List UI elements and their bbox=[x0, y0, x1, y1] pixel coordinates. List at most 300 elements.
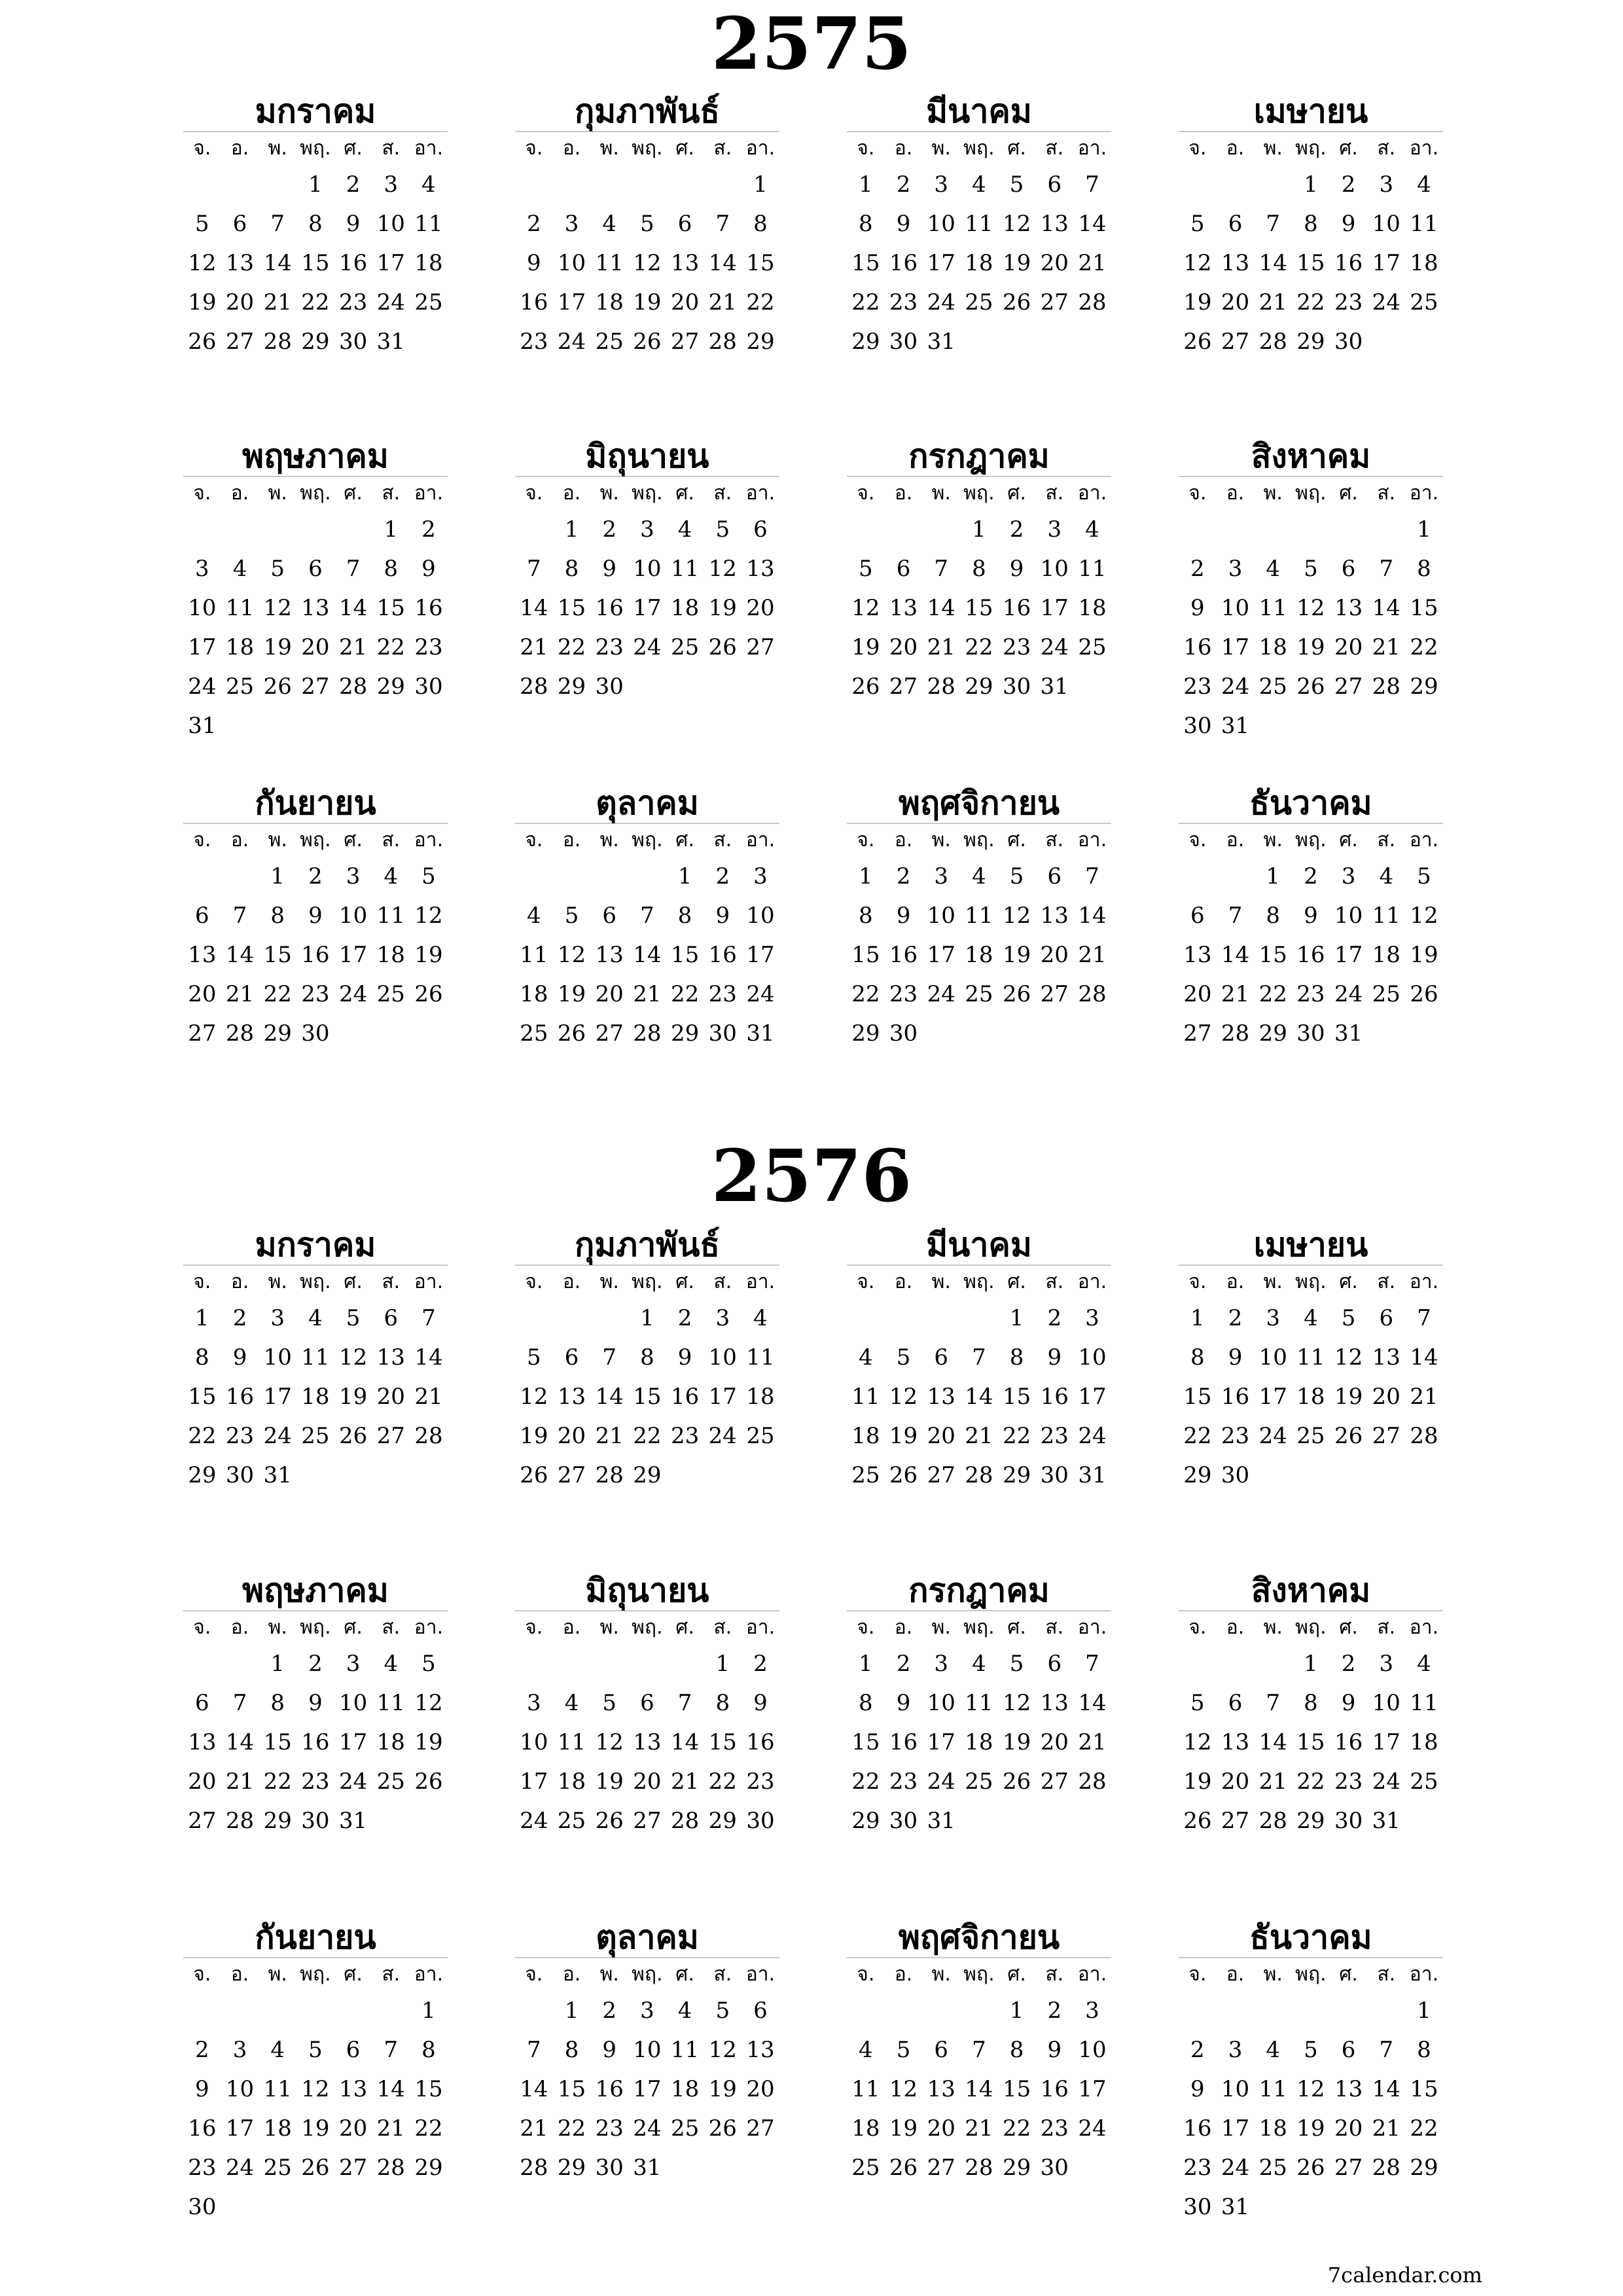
day-cell: 16 bbox=[708, 942, 737, 968]
day-cell: 28 bbox=[225, 1808, 255, 1834]
day-cell: 9 bbox=[602, 2037, 617, 2063]
day-cell: 20 bbox=[1040, 1729, 1069, 1755]
day-cell: 2 bbox=[1190, 556, 1205, 582]
day-cell: 21 bbox=[520, 634, 548, 660]
day-cell: 13 bbox=[188, 1729, 217, 1755]
day-cell: 7 bbox=[232, 903, 247, 929]
day-grid bbox=[847, 824, 1111, 1053]
day-cell: 20 bbox=[1221, 289, 1250, 315]
day-cell: 28 bbox=[927, 673, 955, 700]
day-cell: 17 bbox=[1221, 2115, 1250, 2142]
month-name: พฤษภาคม bbox=[242, 1571, 389, 1609]
day-cell: 3 bbox=[232, 2037, 247, 2063]
month-name: ตุลาคม bbox=[596, 1918, 699, 1956]
day-cell: 17 bbox=[1372, 1729, 1400, 1755]
day-cell: 19 bbox=[1183, 289, 1212, 315]
weekday-header: อา. bbox=[745, 1270, 776, 1293]
day-cell: 13 bbox=[376, 1344, 405, 1371]
day-cell: 7 bbox=[972, 1344, 986, 1371]
weekday-header: พฤ. bbox=[300, 482, 331, 505]
day-cell: 20 bbox=[188, 1768, 217, 1795]
day-cell-empty bbox=[1217, 510, 1255, 549]
day-cell-empty bbox=[1330, 1991, 1368, 2030]
weekday-header: พฤ. bbox=[1295, 829, 1327, 852]
day-cell: 29 bbox=[1258, 1020, 1287, 1047]
day-cell: 1 bbox=[1190, 1305, 1205, 1331]
day-cell: 23 bbox=[595, 2115, 624, 2142]
day-cell: 1 bbox=[1417, 1998, 1431, 2024]
day-cell: 31 bbox=[1040, 673, 1069, 700]
day-cell: 2 bbox=[1190, 2037, 1205, 2063]
day-cell: 23 bbox=[889, 289, 918, 315]
day-cell-empty bbox=[628, 165, 666, 204]
day-grid bbox=[183, 1611, 448, 1840]
day-cell: 14 bbox=[595, 1384, 624, 1410]
day-grid bbox=[1179, 1611, 1443, 1840]
day-cell: 10 bbox=[927, 1690, 955, 1716]
month-name: กันยายน bbox=[255, 784, 376, 822]
day-cell: 29 bbox=[557, 2155, 586, 2181]
day-cell: 4 bbox=[972, 171, 986, 198]
day-cell: 5 bbox=[270, 556, 285, 582]
weekday-header: จ. bbox=[1188, 137, 1207, 160]
day-cell: 17 bbox=[708, 1384, 737, 1410]
weekday-header: อา. bbox=[745, 137, 776, 160]
month-name: เมษายน bbox=[1253, 1226, 1368, 1264]
day-cell: 20 bbox=[225, 289, 255, 315]
day-cell: 19 bbox=[301, 2115, 330, 2142]
weekday-header: ส. bbox=[1045, 482, 1064, 505]
month-block bbox=[183, 437, 448, 745]
day-cell: 29 bbox=[263, 1808, 292, 1834]
day-cell: 17 bbox=[338, 942, 368, 968]
day-cell: 6 bbox=[677, 211, 692, 237]
day-cell: 14 bbox=[927, 595, 955, 621]
month-name: มกราคม bbox=[255, 92, 376, 130]
day-cell: 12 bbox=[708, 2037, 737, 2063]
day-cell: 22 bbox=[557, 634, 586, 660]
day-cell: 28 bbox=[376, 2155, 405, 2181]
day-cell: 29 bbox=[1183, 1462, 1212, 1488]
day-cell: 6 bbox=[1341, 556, 1356, 582]
day-cell: 12 bbox=[1296, 595, 1325, 621]
day-cell: 8 bbox=[270, 1690, 285, 1716]
weekday-header: พฤ. bbox=[963, 1963, 995, 1986]
day-cell: 27 bbox=[557, 1462, 586, 1488]
day-cell: 26 bbox=[414, 981, 443, 1007]
day-cell: 9 bbox=[753, 1690, 768, 1716]
weekday-header: จ. bbox=[1188, 1270, 1207, 1293]
day-cell-empty bbox=[847, 1299, 885, 1338]
weekday-header: อ. bbox=[1226, 1270, 1245, 1293]
day-cell: 18 bbox=[595, 289, 624, 315]
day-cell: 22 bbox=[670, 981, 700, 1007]
day-cell: 2 bbox=[1047, 1305, 1062, 1331]
day-cell: 31 bbox=[633, 2155, 662, 2181]
day-cell-empty bbox=[296, 510, 334, 549]
day-cell: 9 bbox=[195, 2076, 209, 2102]
weekday-header: พฤ. bbox=[963, 482, 995, 505]
day-cell: 30 bbox=[1221, 1462, 1250, 1488]
day-grid bbox=[183, 824, 448, 1053]
day-cell: 30 bbox=[1040, 1462, 1069, 1488]
day-cell: 24 bbox=[225, 2155, 255, 2181]
day-cell: 27 bbox=[188, 1808, 217, 1834]
month-block bbox=[515, 1225, 779, 1495]
day-cell: 27 bbox=[1040, 1768, 1069, 1795]
day-cell: 11 bbox=[376, 903, 405, 929]
day-cell: 3 bbox=[1379, 1651, 1394, 1677]
day-cell: 27 bbox=[927, 1462, 955, 1488]
day-cell: 3 bbox=[934, 863, 949, 889]
day-cell: 19 bbox=[1296, 2115, 1325, 2142]
day-cell: 3 bbox=[564, 211, 579, 237]
day-cell: 8 bbox=[383, 556, 399, 582]
weekday-header: พ. bbox=[1263, 829, 1283, 852]
day-cell: 16 bbox=[1002, 595, 1031, 621]
day-cell: 16 bbox=[225, 1384, 255, 1410]
weekday-header: พ. bbox=[268, 1270, 287, 1293]
month-block bbox=[847, 1918, 1111, 2187]
day-cell: 28 bbox=[1410, 1423, 1438, 1449]
day-cell: 27 bbox=[1040, 289, 1069, 315]
day-cell: 2 bbox=[753, 1651, 768, 1677]
day-cell: 26 bbox=[1002, 1768, 1031, 1795]
day-cell: 13 bbox=[746, 2037, 775, 2063]
weekday-header: ศ. bbox=[1339, 137, 1358, 160]
weekday-header: ส. bbox=[1377, 482, 1396, 505]
day-cell: 12 bbox=[557, 942, 586, 968]
day-cell: 1 bbox=[1009, 1998, 1024, 2024]
day-cell-empty bbox=[183, 165, 221, 204]
weekday-header: พฤ. bbox=[1295, 482, 1327, 505]
day-cell: 24 bbox=[188, 673, 217, 700]
day-grid bbox=[515, 477, 779, 706]
month-block bbox=[1179, 437, 1443, 745]
day-cell: 23 bbox=[188, 2155, 217, 2181]
day-cell: 10 bbox=[338, 1690, 368, 1716]
day-cell: 22 bbox=[1296, 1768, 1325, 1795]
weekday-header: ส. bbox=[1377, 1616, 1396, 1639]
weekday-header: อ. bbox=[562, 482, 581, 505]
month-name: สิงหาคม bbox=[1251, 1571, 1371, 1609]
day-cell: 29 bbox=[1410, 2155, 1438, 2181]
day-cell: 13 bbox=[1040, 903, 1069, 929]
day-cell: 31 bbox=[1372, 1808, 1400, 1834]
day-cell: 8 bbox=[677, 903, 692, 929]
weekday-header: จ. bbox=[525, 1270, 543, 1293]
weekday-header: ส. bbox=[713, 1963, 732, 1986]
weekday-header: พ. bbox=[268, 137, 287, 160]
day-cell: 7 bbox=[270, 211, 285, 237]
day-cell: 22 bbox=[1410, 2115, 1438, 2142]
day-cell: 29 bbox=[851, 329, 880, 355]
month-block bbox=[847, 1225, 1111, 1495]
day-cell: 8 bbox=[859, 1690, 873, 1716]
weekday-header: พฤ. bbox=[300, 1270, 331, 1293]
day-cell: 25 bbox=[1410, 289, 1438, 315]
day-cell: 5 bbox=[421, 1651, 436, 1677]
day-cell: 12 bbox=[414, 903, 443, 929]
day-cell: 21 bbox=[595, 1423, 624, 1449]
day-cell-empty bbox=[296, 1991, 334, 2030]
day-cell: 3 bbox=[383, 171, 399, 198]
day-cell: 28 bbox=[1372, 2155, 1400, 2181]
month-name: มีนาคม bbox=[926, 92, 1032, 130]
day-cell: 21 bbox=[633, 981, 662, 1007]
day-cell: 19 bbox=[851, 634, 880, 660]
weekday-header: ส. bbox=[1045, 1963, 1064, 1986]
day-cell: 28 bbox=[670, 1808, 700, 1834]
day-cell: 3 bbox=[1341, 863, 1356, 889]
day-cell: 20 bbox=[1183, 981, 1212, 1007]
day-cell: 31 bbox=[1078, 1462, 1107, 1488]
day-cell: 26 bbox=[1296, 673, 1325, 700]
day-cell: 11 bbox=[1410, 211, 1438, 237]
day-cell: 21 bbox=[1372, 634, 1400, 660]
day-cell: 13 bbox=[1221, 1729, 1250, 1755]
day-cell: 15 bbox=[1258, 942, 1287, 968]
day-cell-empty bbox=[515, 1991, 553, 2030]
day-cell: 8 bbox=[308, 211, 323, 237]
day-cell: 3 bbox=[1266, 1305, 1281, 1331]
day-cell: 13 bbox=[889, 595, 918, 621]
day-cell: 10 bbox=[1040, 556, 1069, 582]
day-grid bbox=[1179, 477, 1443, 745]
day-cell-empty bbox=[221, 1644, 259, 1683]
day-cell: 15 bbox=[851, 942, 880, 968]
day-cell: 29 bbox=[376, 673, 405, 700]
month-name: ธันวาคม bbox=[1249, 784, 1372, 822]
day-cell: 31 bbox=[1221, 2194, 1250, 2220]
day-cell: 19 bbox=[1002, 250, 1031, 276]
weekday-header: พ. bbox=[931, 1616, 951, 1639]
day-cell-empty bbox=[1330, 510, 1368, 549]
day-cell: 5 bbox=[527, 1344, 541, 1371]
day-cell: 15 bbox=[1410, 2076, 1438, 2102]
day-cell: 19 bbox=[1334, 1384, 1363, 1410]
day-cell: 10 bbox=[1221, 595, 1250, 621]
day-cell-empty bbox=[1217, 165, 1255, 204]
day-cell: 11 bbox=[1410, 1690, 1438, 1716]
day-cell: 15 bbox=[1002, 1384, 1031, 1410]
weekday-header: อา. bbox=[414, 137, 444, 160]
weekday-header: พ. bbox=[599, 1270, 619, 1293]
day-cell: 22 bbox=[263, 981, 292, 1007]
day-cell: 12 bbox=[633, 250, 662, 276]
day-cell: 18 bbox=[851, 1423, 880, 1449]
day-cell: 25 bbox=[851, 1462, 880, 1488]
weekday-header: พฤ. bbox=[963, 137, 995, 160]
footer-site-name[interactable]: 7calendar.com bbox=[1327, 2263, 1482, 2287]
day-cell: 26 bbox=[1002, 289, 1031, 315]
month-name: กรกฎาคม bbox=[908, 1571, 1050, 1609]
day-cell: 11 bbox=[301, 1344, 330, 1371]
day-cell: 2 bbox=[1304, 863, 1318, 889]
day-cell: 4 bbox=[1266, 556, 1281, 582]
day-cell: 6 bbox=[195, 903, 209, 929]
day-cell: 30 bbox=[708, 1020, 737, 1047]
day-cell: 13 bbox=[927, 2076, 955, 2102]
day-cell: 18 bbox=[1258, 2115, 1287, 2142]
day-cell: 28 bbox=[1078, 1768, 1107, 1795]
weekday-header: ศ. bbox=[675, 482, 694, 505]
weekday-header: อ. bbox=[894, 1963, 913, 1986]
weekday-header: จ. bbox=[857, 1963, 875, 1986]
day-cell: 27 bbox=[1221, 1808, 1250, 1834]
day-cell-empty bbox=[1179, 1991, 1217, 2030]
day-cell: 1 bbox=[270, 863, 285, 889]
day-cell: 10 bbox=[633, 2037, 662, 2063]
month-name: มกราคม bbox=[255, 1226, 376, 1264]
day-cell-empty bbox=[1254, 165, 1292, 204]
day-cell: 16 bbox=[889, 250, 918, 276]
weekday-header: จ. bbox=[1188, 829, 1207, 852]
day-cell: 28 bbox=[414, 1423, 443, 1449]
day-cell: 22 bbox=[1296, 289, 1325, 315]
day-cell: 20 bbox=[1221, 1768, 1250, 1795]
day-cell: 23 bbox=[889, 981, 918, 1007]
day-cell: 12 bbox=[595, 1729, 624, 1755]
day-cell: 24 bbox=[1040, 634, 1069, 660]
day-cell: 30 bbox=[301, 1020, 330, 1047]
weekday-header: อา. bbox=[745, 482, 776, 505]
day-cell: 18 bbox=[1078, 595, 1107, 621]
day-cell: 2 bbox=[421, 516, 436, 543]
day-cell-empty bbox=[183, 1991, 221, 2030]
day-cell: 8 bbox=[1304, 211, 1318, 237]
day-cell: 12 bbox=[520, 1384, 548, 1410]
day-cell: 29 bbox=[746, 329, 775, 355]
day-grid bbox=[1179, 1958, 1443, 2227]
month-block bbox=[183, 1571, 448, 1840]
day-cell: 10 bbox=[188, 595, 217, 621]
day-cell-empty bbox=[334, 510, 372, 549]
day-cell-empty bbox=[334, 1991, 372, 2030]
day-cell: 21 bbox=[1372, 2115, 1400, 2142]
month-name: พฤศจิกายน bbox=[898, 784, 1060, 822]
day-cell: 23 bbox=[414, 634, 443, 660]
weekday-header: พ. bbox=[268, 1616, 287, 1639]
day-cell: 27 bbox=[188, 1020, 217, 1047]
day-cell: 4 bbox=[602, 211, 617, 237]
day-cell: 18 bbox=[557, 1768, 586, 1795]
weekday-header: ศ. bbox=[1339, 1616, 1358, 1639]
day-cell: 21 bbox=[1078, 250, 1107, 276]
day-cell: 18 bbox=[376, 1729, 405, 1755]
day-cell: 14 bbox=[414, 1344, 443, 1371]
day-cell: 13 bbox=[1334, 2076, 1363, 2102]
month-name: มิถุนายน bbox=[585, 1571, 709, 1609]
weekday-header: พฤ. bbox=[632, 482, 663, 505]
day-grid bbox=[183, 1266, 448, 1495]
day-grid bbox=[515, 1266, 779, 1495]
day-cell: 27 bbox=[376, 1423, 405, 1449]
day-cell: 16 bbox=[414, 595, 443, 621]
weekday-header: ส. bbox=[382, 1963, 401, 1986]
day-cell: 28 bbox=[1221, 1020, 1250, 1047]
day-cell: 8 bbox=[1009, 2037, 1024, 2063]
weekday-header: ศ. bbox=[1339, 1270, 1358, 1293]
day-cell: 22 bbox=[1410, 634, 1438, 660]
day-cell: 21 bbox=[338, 634, 368, 660]
weekday-header: พฤ. bbox=[632, 1616, 663, 1639]
month-name: กุมภาพันธ์ bbox=[575, 92, 720, 130]
weekday-header: ส. bbox=[713, 1616, 732, 1639]
day-cell: 12 bbox=[1002, 1690, 1031, 1716]
day-cell: 22 bbox=[633, 1423, 662, 1449]
day-cell-empty bbox=[1217, 857, 1255, 896]
weekday-header: อ. bbox=[230, 829, 249, 852]
day-cell: 4 bbox=[564, 1690, 579, 1716]
day-cell: 4 bbox=[677, 516, 692, 543]
weekday-header: ศ. bbox=[1339, 829, 1358, 852]
weekday-header: ศ. bbox=[675, 1963, 694, 1986]
month-block bbox=[1179, 1918, 1443, 2227]
day-cell: 21 bbox=[1258, 1768, 1287, 1795]
day-cell: 14 bbox=[1258, 1729, 1287, 1755]
weekday-header: ศ. bbox=[675, 1270, 694, 1293]
weekday-header: ส. bbox=[713, 829, 732, 852]
day-cell: 24 bbox=[1078, 2115, 1107, 2142]
day-cell: 26 bbox=[889, 1462, 918, 1488]
day-cell: 29 bbox=[301, 329, 330, 355]
day-cell: 30 bbox=[414, 673, 443, 700]
day-cell: 20 bbox=[746, 595, 775, 621]
day-cell-empty bbox=[183, 510, 221, 549]
day-cell: 25 bbox=[520, 1020, 548, 1047]
day-cell: 23 bbox=[301, 981, 330, 1007]
weekday-header: พฤ. bbox=[300, 1963, 331, 1986]
day-cell: 22 bbox=[851, 1768, 880, 1795]
day-cell: 14 bbox=[225, 942, 255, 968]
day-cell: 8 bbox=[564, 2037, 579, 2063]
day-cell: 16 bbox=[1334, 1729, 1363, 1755]
day-cell: 30 bbox=[889, 1808, 918, 1834]
day-cell: 17 bbox=[1040, 595, 1069, 621]
weekday-header: อ. bbox=[562, 137, 581, 160]
day-cell-empty bbox=[590, 165, 628, 204]
day-cell: 10 bbox=[1372, 1690, 1400, 1716]
weekday-header: อา. bbox=[1409, 137, 1439, 160]
day-cell: 31 bbox=[338, 1808, 368, 1834]
day-cell: 7 bbox=[602, 1344, 617, 1371]
day-cell: 13 bbox=[225, 250, 255, 276]
day-grid bbox=[515, 1611, 779, 1840]
day-cell: 21 bbox=[670, 1768, 700, 1795]
month-name: พฤษภาคม bbox=[242, 437, 389, 475]
month-name: กันยายน bbox=[255, 1918, 376, 1956]
year-title: 2576 bbox=[711, 1134, 912, 1218]
weekday-header: พฤ. bbox=[1295, 1270, 1327, 1293]
month-block bbox=[515, 783, 779, 1053]
day-cell: 9 bbox=[1341, 211, 1356, 237]
day-cell: 2 bbox=[677, 1305, 692, 1331]
day-cell: 1 bbox=[677, 863, 692, 889]
day-cell-empty bbox=[183, 857, 221, 896]
day-cell: 24 bbox=[557, 329, 586, 355]
day-cell: 29 bbox=[1296, 1808, 1325, 1834]
day-cell: 25 bbox=[746, 1423, 775, 1449]
day-cell: 18 bbox=[1372, 942, 1400, 968]
day-grid bbox=[183, 477, 448, 745]
day-cell: 16 bbox=[1183, 2115, 1212, 2142]
weekday-header: จ. bbox=[1188, 1963, 1207, 1986]
day-cell: 14 bbox=[965, 1384, 993, 1410]
day-cell: 15 bbox=[708, 1729, 737, 1755]
day-cell: 19 bbox=[889, 1423, 918, 1449]
day-cell-empty bbox=[590, 1644, 628, 1683]
